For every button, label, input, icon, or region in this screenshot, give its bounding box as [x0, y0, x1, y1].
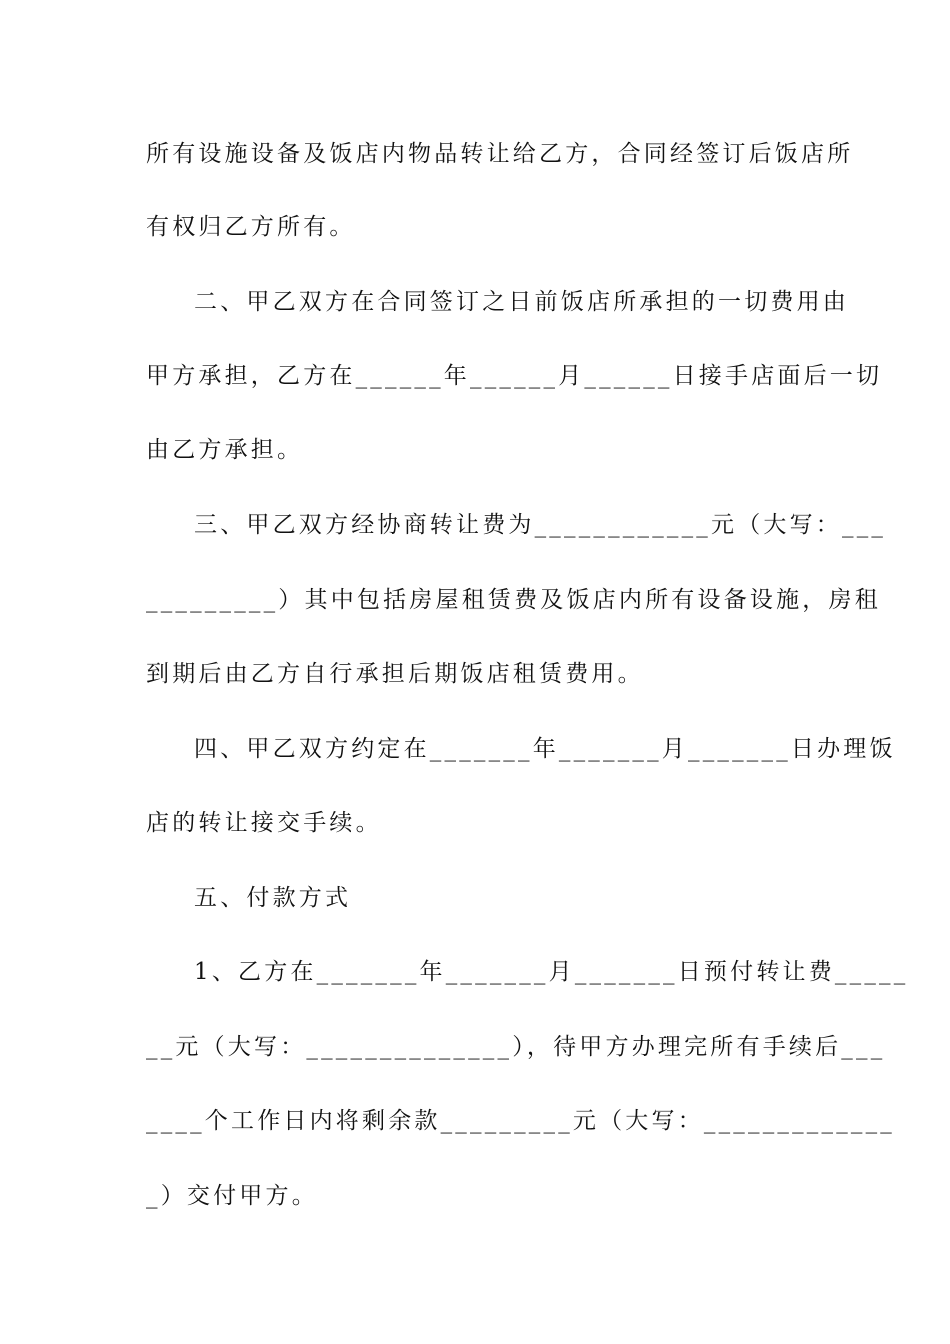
- payment-item-1-line-1: 1、乙方在_______年_______月_______日预付转让费_____: [194, 959, 909, 985]
- clause-3-line-3: 到期后由乙方自行承担后期饭店租赁费用。: [146, 661, 644, 687]
- payment-item-1-line-2: __元（大写：______________），待甲方办理完所有手续后___: [146, 1034, 886, 1060]
- paragraph-1-line-2: 有权归乙方所有。: [146, 214, 356, 240]
- clause-4-line-1: 四、甲乙双方约定在_______年_______月_______日办理饭: [194, 736, 896, 762]
- paragraph-1-line-1: 所有设施设备及饭店内物品转让给乙方，合同经签订后饭店所: [146, 141, 854, 167]
- clause-2-line-1: 二、甲乙双方在合同签订之日前饭店所承担的一切费用由: [194, 289, 849, 315]
- payment-item-1-line-4: _）交付甲方。: [146, 1183, 318, 1209]
- payment-item-1-line-3: ____个工作日内将剩余款_________元（大写：_____________: [146, 1108, 895, 1134]
- clause-2-line-3: 由乙方承担。: [146, 437, 304, 463]
- clause-3-line-1: 三、甲乙双方经协商转让费为____________元（大写：___: [194, 512, 887, 538]
- clause-3-line-2: _________）其中包括房屋租赁费及饭店内所有设备设施，房租: [146, 587, 881, 613]
- clause-2-line-2: 甲方承担，乙方在______年______月______日接手店面后一切: [146, 363, 883, 389]
- clause-5-heading: 五、付款方式: [194, 885, 352, 911]
- clause-4-line-2: 店的转让接交手续。: [146, 810, 382, 836]
